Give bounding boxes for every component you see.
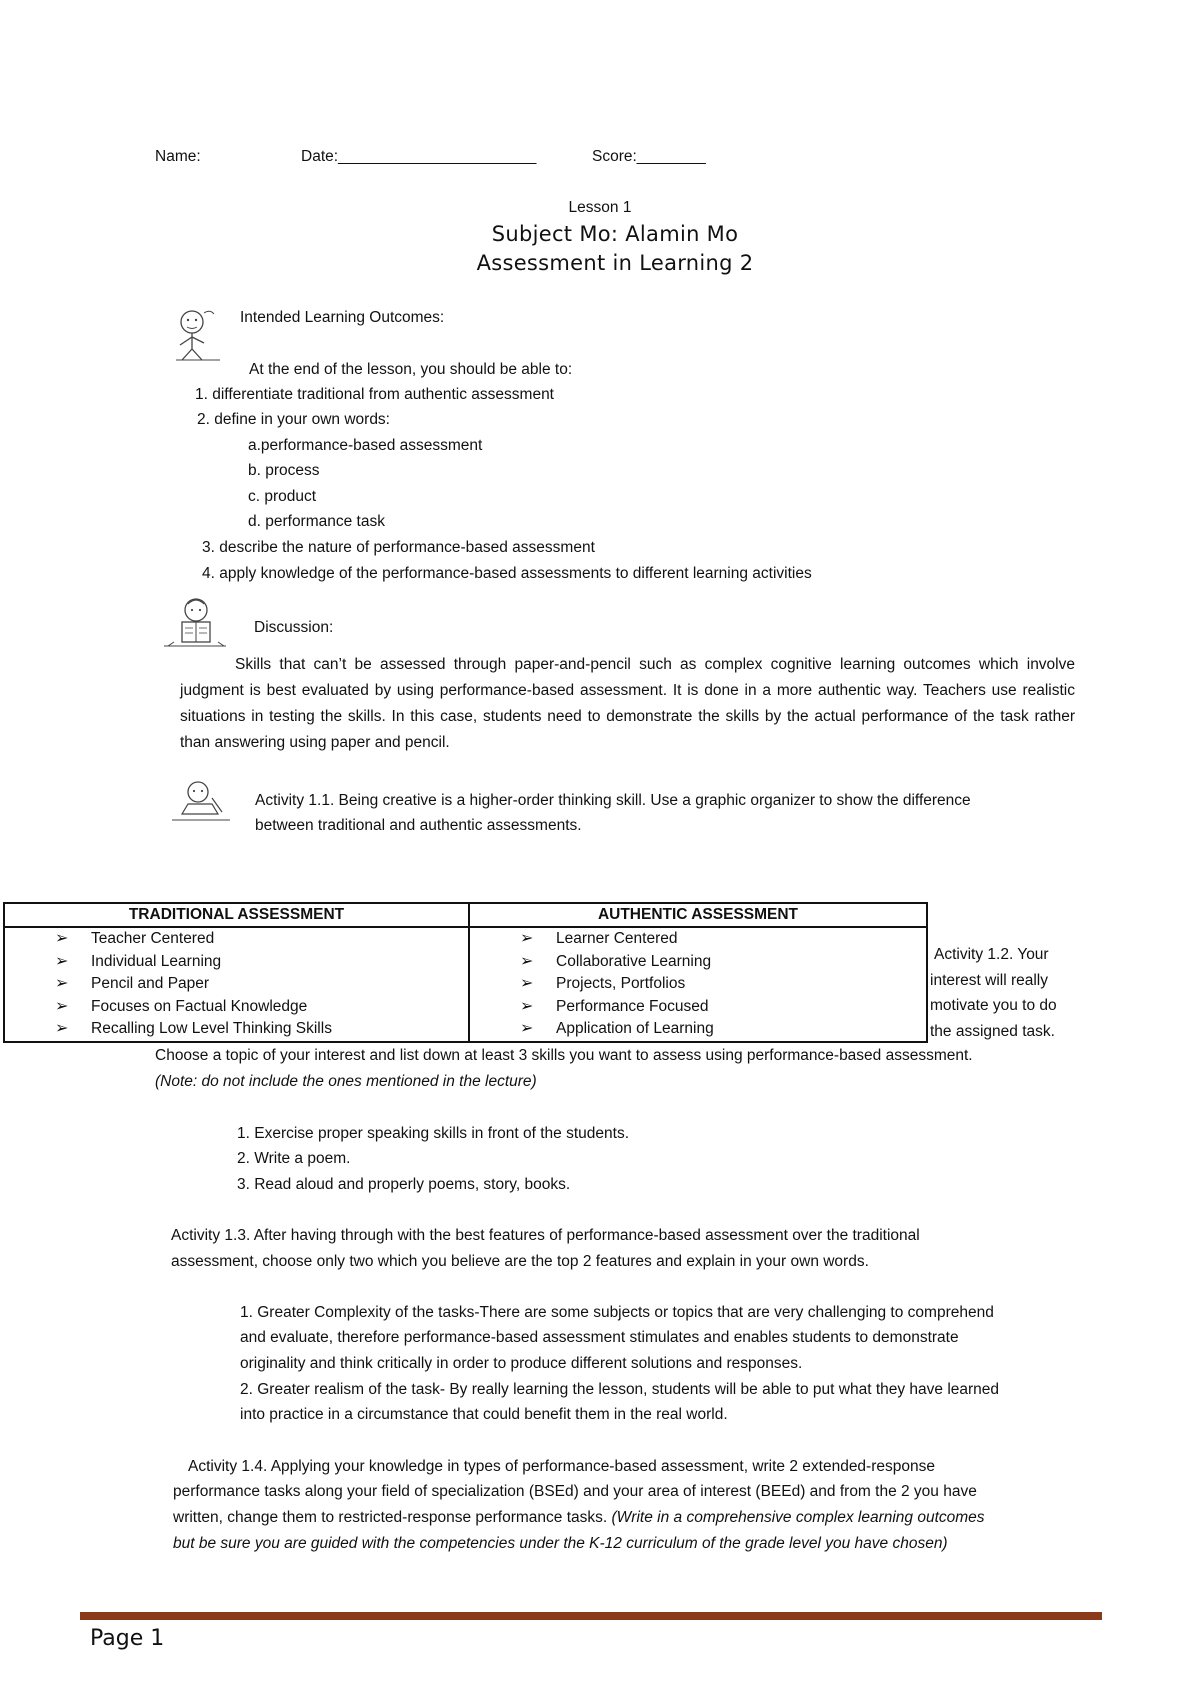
activity-1-2-line: Choose a topic of your interest and list down at least 3 skills you want to assess using performance-based assessment. [155, 1047, 973, 1064]
list-item: ➢ Teacher Centered [55, 928, 468, 951]
table-header-authentic: AUTHENTIC ASSESSMENT [469, 903, 927, 927]
activity-1-1-line-1: Activity 1.1. Being creative is a higher-order thinking skill. Use a graphic organizer to show the difference [255, 792, 971, 809]
list-item: ➢ Recalling Low Level Thinking Skills [55, 1018, 468, 1041]
list-item: ➢ Pencil and Paper [55, 973, 468, 996]
list-item: ➢ Collaborative Learning [520, 951, 926, 974]
ilo-intro: At the end of the lesson, you should be able to: [249, 361, 573, 378]
arrow-bullet-icon: ➢ [520, 1020, 534, 1038]
activity-1-4-line-3: written, change them to restricted-response performance tasks. (Write in a comprehensive complex learning outcomes [173, 1509, 985, 1526]
arrow-bullet-icon: ➢ [520, 997, 534, 1015]
list-item: ➢ Focuses on Factual Knowledge [55, 996, 468, 1019]
activity-1-2-answer: 3. Read aloud and properly poems, story, books. [237, 1176, 571, 1193]
list-item: ➢ Performance Focused [520, 996, 926, 1019]
activity-1-3-answer: and evaluate, therefore performance-based assessment stimulates and enables students to demonstrate [240, 1329, 959, 1346]
activity-1-1-line-2: between traditional and authentic assessments. [255, 817, 582, 834]
activity-1-4-line-2: performance tasks along your field of specialization (BSEd) and your area of interest (BEEd) and from the 2 you have [173, 1483, 977, 1500]
list-item: ➢ Learner Centered [520, 928, 926, 951]
arrow-bullet-icon: ➢ [55, 997, 69, 1015]
date-label: Date:_______________________ [301, 148, 537, 165]
score-label: Score:________ [592, 148, 706, 165]
list-item: ➢ Application of Learning [520, 1018, 926, 1041]
title-line-2: Assessment in Learning 2 [476, 251, 754, 275]
thinking-figure-icon [170, 305, 230, 363]
page-number: Page 1 [90, 1626, 165, 1651]
reading-figure-icon [160, 594, 230, 650]
arrow-bullet-icon: ➢ [55, 930, 69, 947]
arrow-bullet-icon: ➢ [520, 930, 534, 947]
arrow-bullet-icon: ➢ [55, 1020, 69, 1038]
activity-1-2-answer: 1. Exercise proper speaking skills in front of the students. [237, 1125, 630, 1142]
activity-1-2-answer: 2. Write a poem. [237, 1150, 351, 1167]
arrow-bullet-icon: ➢ [520, 975, 534, 993]
activity-1-4-line-4: but be sure you are guided with the competencies under the K-12 curriculum of the grade level you have chosen) [173, 1535, 948, 1552]
footer-rule [80, 1612, 1102, 1620]
table-header-traditional: TRADITIONAL ASSESSMENT [4, 903, 469, 927]
ilo-heading: Intended Learning Outcomes: [240, 309, 445, 326]
activity-1-3-line-2: assessment, choose only two which you believe are the top 2 features and explain in your own words. [171, 1253, 869, 1270]
authentic-list-cell [469, 927, 927, 1042]
ilo-item: 4. apply knowledge of the performance-based assessments to different learning activities [202, 565, 812, 582]
arrow-bullet-icon: ➢ [55, 975, 69, 993]
ilo-item: 2. define in your own words: [197, 411, 390, 428]
ilo-subitem: d. performance task [248, 513, 385, 530]
activity-1-3-answer: into practice in a circumstance that could benefit them in the real world. [240, 1406, 728, 1423]
activity-1-4-line-1: Activity 1.4. Applying your knowledge in types of performance-based assessment, write 2 extended-response [188, 1458, 935, 1475]
name-label: Name: [155, 148, 201, 165]
activity-1-3-answer: 1. Greater Complexity of the tasks-There are some subjects or topics that are very challenging to comprehend [240, 1304, 994, 1321]
activity-1-3-answer: originality and think critically in order to produce different solutions and responses. [240, 1355, 803, 1372]
ilo-item: 3. describe the nature of performance-based assessment [202, 539, 595, 556]
arrow-bullet-icon: ➢ [520, 952, 534, 970]
ilo-item: 1. differentiate traditional from authentic assessment [195, 386, 554, 403]
list-item: ➢ Individual Learning [55, 951, 468, 974]
ilo-subitem: b. process [248, 462, 320, 479]
list-item: ➢ Projects, Portfolios [520, 973, 926, 996]
discussion-text: Skills that can’t be assessed through paper-and-pencil such as complex cognitive learning outcomes which involve judgment is best evaluated by using performance-based assessment. It is done in a more authentic way. Teachers use realistic situations in testing the skills. In this case, students need to demonstrate the skills by the actual performance of the task rather than answering using paper and pencil. [180, 656, 1075, 751]
ilo-subitem: c. product [248, 488, 317, 505]
arrow-bullet-icon: ➢ [55, 952, 69, 970]
traditional-list-cell [4, 927, 469, 1042]
activity-1-2-note: (Note: do not include the ones mentioned in the lecture) [155, 1073, 537, 1090]
ilo-subitem: a.performance-based assessment [248, 437, 483, 454]
discussion-heading: Discussion: [254, 619, 334, 636]
comparison-table [3, 902, 928, 1043]
activity-1-3-line-1: Activity 1.3. After having through with the best features of performance-based assessment over the traditional [171, 1227, 920, 1244]
activity-1-2-side: Activity 1.2. Your interest will really motivate you to do the assigned task. [930, 946, 1057, 1040]
writing-figure-icon [168, 778, 234, 826]
lesson-label: Lesson 1 [568, 199, 632, 216]
activity-1-3-answer: 2. Greater realism of the task- By really learning the lesson, students will be able to put what they have learned [240, 1381, 1000, 1398]
title-line-1: Subject Mo: Alamin Mo [491, 222, 739, 246]
